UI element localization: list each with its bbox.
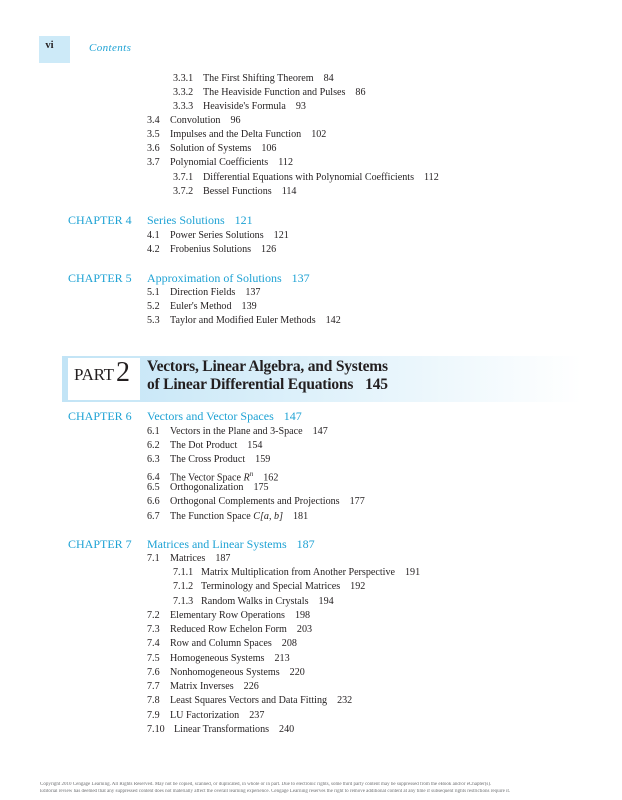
chapter-7-label: CHAPTER 7 [68,537,132,551]
toc-entry: 7.1 Matrices 187 [147,553,231,564]
toc-entry: 6.4 The Vector Space $R^n$ 162 [147,470,279,484]
toc-entry: 6.1 Vectors in the Plane and 3-Space 147 [147,426,328,437]
toc-entry: 7.3 Reduced Row Echelon Form 203 [147,624,313,635]
chapter-6-title: Vectors and Vector Spaces 147 [147,409,302,423]
chapter-7-title: Matrices and Linear Systems 187 [147,537,315,551]
toc-entry: 3.7.2 Bessel Functions 114 [173,186,297,197]
toc-entry: 7.7 Matrix Inverses 226 [147,681,259,692]
chapter-4-label: CHAPTER 4 [68,213,132,227]
page-number: vi [45,40,54,51]
toc-entry: 3.4 Convolution 96 [147,115,241,126]
toc-entry: 7.5 Homogeneous Systems 213 [147,653,290,664]
part-number: 2 [116,357,130,388]
toc-entry: 7.2 Elementary Row Operations 198 [147,610,311,621]
toc-entry: 7.1.3 Random Walks in Crystals 194 [173,596,334,607]
toc-entry: 3.7.1 Differential Equations with Polynomial Coefficients 112 [173,172,439,183]
toc-entry: 3.6 Solution of Systems 106 [147,143,277,154]
toc-entry: 4.1 Power Series Solutions 121 [147,230,289,241]
part-2-title-line1: Vectors, Linear Algebra, and Systems [147,358,388,375]
toc-entry: 7.10 Linear Transformations 240 [147,724,295,735]
page-number-box [39,36,70,63]
toc-entry: 3.3.3 Heaviside's Formula 93 [173,101,306,112]
math-superscript: n [249,470,254,478]
math-symbol: C[a, b] [253,511,283,522]
toc-entry: 5.3 Taylor and Modified Euler Methods 142 [147,315,341,326]
toc-entry: 6.6 Orthogonal Complements and Projections 177 [147,496,365,507]
chapter-4-title: Series Solutions 121 [147,213,253,227]
toc-entry: 7.6 Nonhomogeneous Systems 220 [147,667,305,678]
math-symbol: R [243,472,250,484]
toc-entry: 7.8 Least Squares Vectors and Data Fitting 232 [147,695,353,706]
toc-entry: 6.3 The Cross Product 159 [147,454,271,465]
toc-entry: 6.5 Orthogonalization 175 [147,482,269,493]
part-2-title-line2: of Linear Differential Equations 145 [147,376,388,393]
part-label: PART [74,365,114,384]
running-title: Contents [89,42,132,54]
toc-entry: 3.3.2 The Heaviside Function and Pulses 86 [173,87,366,98]
toc-entry: 4.2 Frobenius Solutions 126 [147,244,277,255]
chapter-5-title: Approximation of Solutions 137 [147,271,310,285]
toc-entry: 7.4 Row and Column Spaces 208 [147,638,297,649]
toc-entry: 3.5 Impulses and the Delta Function 102 [147,129,327,140]
toc-entry: 5.2 Euler's Method 139 [147,301,257,312]
toc-entry: 7.1.2 Terminology and Special Matrices 192 [173,581,366,592]
toc-entry: 6.2 The Dot Product 154 [147,440,263,451]
chapter-6-label: CHAPTER 6 [68,409,132,423]
copyright-line-2: Editorial review has deemed that any suppressed content does not materially affect the overall learning experience. Cengage Learning reserves the right to remove additional content at any time if subsequent rights restrictions require it. [40,789,511,794]
copyright-line-1: Copyright 2010 Cengage Learning. All Rights Reserved. May not be copied, scanned, or duplicated, in whole or in part. Due to electronic rights, some third party content may be suppressed from the eBook and/or eChapter(s). [40,782,492,787]
chapter-5-label: CHAPTER 5 [68,271,132,285]
toc-entry: 6.7 The Function Space C[a, b] 181 [147,511,309,522]
toc-entry: 5.1 Direction Fields 137 [147,287,261,298]
toc-entry: 7.9 LU Factorization 237 [147,710,265,721]
toc-entry: 3.3.1 The First Shifting Theorem 84 [173,73,334,84]
toc-entry: 7.1.1 Matrix Multiplication from Another Perspective 191 [173,567,421,578]
toc-entry: 3.7 Polynomial Coefficients 112 [147,157,293,168]
